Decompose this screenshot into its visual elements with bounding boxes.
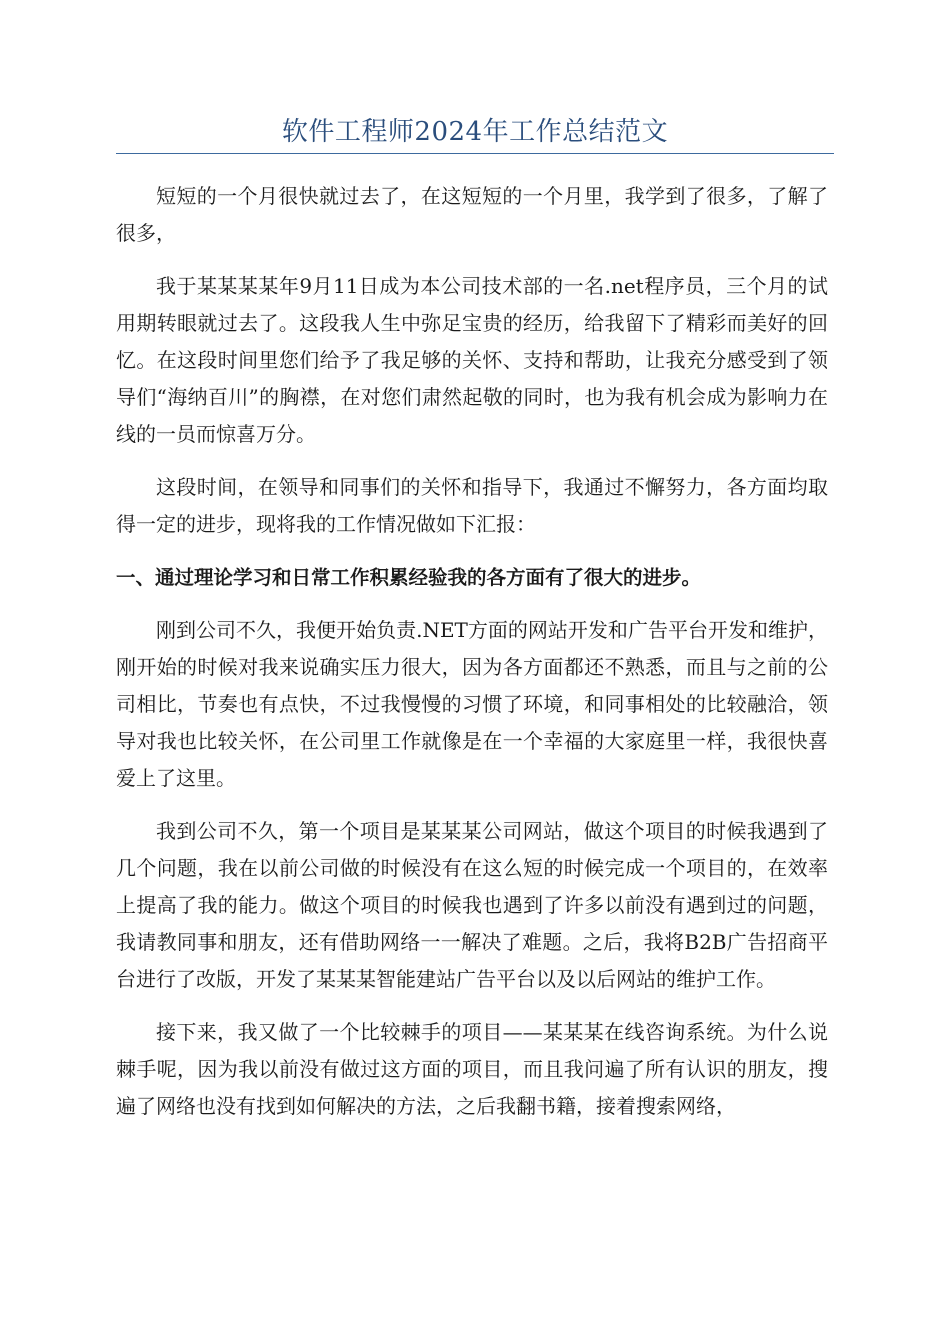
section-paragraph-2: 我到公司不久，第一个项目是某某某公司网站，做这个项目的时候我遇到了几个问题，我在以前公司做的时候没有在这么短的时候完成一个项目的，在效率上提高了我的能力。做这个项目的时候我也遇到了许多以前没有遇到过的问题，我请教同事和朋友，还有借助网络一一解决了难题。之后，我将B2B广告招商平台进行了改版，开发了某某某智能建站广告平台以及以后网站的维护工作。 [116,819,828,991]
section-heading: 一、通过理论学习和日常工作积累经验我的各方面有了很大的进步。 [116,566,702,589]
document-title: 软件工程师2024年工作总结范文 [281,117,669,147]
section-paragraph-1: 刚到公司不久，我便开始负责.NET方面的网站开发和广告平台开发和维护，刚开始的时候对我来说确实压力很大，因为各方面都还不熟悉，而且与之前的公司相比，节奏也有点快，不过我慢慢的习惯了环境，和同事相处的比较融洽，领导对我也比较关怀，在公司里工作就像是在一个幸福的大家庭里一样，我很快喜爱上了这里。 [116,618,828,790]
paragraph-1: 短短的一个月很快就过去了，在这短短的一个月里，我学到了很多，了解了很多， [116,184,828,245]
title-underline [116,153,834,154]
section-paragraph-3: 接下来，我又做了一个比较棘手的项目——某某某在线咨询系统。为什么说棘手呢，因为我以前没有做过这方面的项目，而且我问遍了所有认识的朋友，搜遍了网络也没有找到如何解决的方法，之后我翻书籍，接着搜索网络， [116,1020,828,1118]
document-body [116,178,828,1141]
paragraph-2: 我于某某某某年9月11日成为本公司技术部的一名.net程序员，三个月的试用期转眼就过去了。这段我人生中弥足宝贵的经历，给我留下了精彩而美好的回忆。在这段时间里您们给予了我足够的关怀、支持和帮助，让我充分感受到了领导们“海纳百川”的胸襟，在对您们肃然起敬的同时，也为我有机会成为影响力在线的一员而惊喜万分。 [116,274,828,446]
paragraph-3: 这段时间，在领导和同事们的关怀和指导下，我通过不懈努力，各方面均取得一定的进步，现将我的工作情况做如下汇报： [116,475,828,536]
